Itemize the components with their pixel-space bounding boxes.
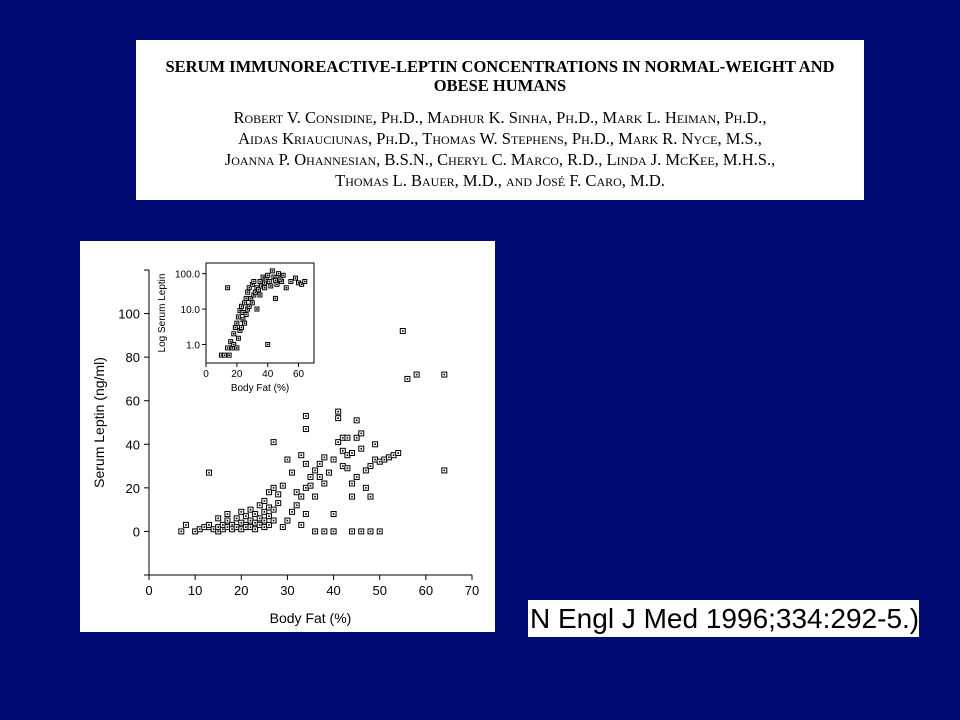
data-point-center [393, 454, 395, 456]
data-point-center [242, 312, 244, 314]
data-point-center [204, 526, 206, 528]
data-point-center [337, 417, 339, 419]
data-point-center [261, 285, 263, 287]
data-point-center [221, 354, 223, 356]
data-point-center [328, 472, 330, 474]
data-point-center [240, 528, 242, 530]
inset-x-axis-label: Body Fat (%) [230, 383, 290, 394]
data-point-center [351, 452, 353, 454]
inset-y-tick-label: 10.0 [180, 305, 200, 317]
y-axis-label: Serum Leptin (ng/ml) [91, 357, 107, 488]
data-point-center [227, 513, 229, 515]
data-point-center [444, 470, 446, 472]
data-point-center [213, 528, 215, 530]
data-point-center [356, 476, 358, 478]
data-point-center [273, 276, 275, 278]
data-point-center [181, 531, 183, 533]
data-point-center [276, 284, 278, 286]
data-point-center [253, 281, 255, 283]
y-tick-label: 40 [125, 437, 140, 453]
data-point-center [185, 524, 187, 526]
data-point-center [228, 354, 230, 356]
data-point-center [241, 305, 243, 307]
data-point-center [407, 378, 409, 380]
data-point-center [265, 278, 267, 280]
data-point-center [240, 511, 242, 513]
data-point-center [314, 531, 316, 533]
data-point-center [347, 467, 349, 469]
data-point-center [262, 276, 264, 278]
data-point-center [217, 518, 219, 520]
data-point-center [236, 526, 238, 528]
x-tick-label: 30 [280, 583, 295, 598]
data-point-center [222, 528, 224, 530]
data-point-center [314, 470, 316, 472]
paper-title: SERUM IMMUNOREACTIVE-LEPTIN CONCENTRATIONS IN NORMAL-WEIGHT AND OBESE HUMANS [165, 57, 835, 95]
data-point-center [384, 459, 386, 461]
data-point-center [365, 470, 367, 472]
data-point-center [264, 500, 266, 502]
data-point-center [351, 483, 353, 485]
data-point-center [324, 483, 326, 485]
data-point-center [250, 298, 252, 300]
data-point-center [347, 454, 349, 456]
data-point-center [231, 524, 233, 526]
data-point-center [370, 531, 372, 533]
data-point-center [282, 485, 284, 487]
data-point-center [250, 526, 252, 528]
x-tick-label: 70 [464, 583, 480, 598]
data-point-center [319, 476, 321, 478]
data-point-center [208, 472, 210, 474]
data-point-center [264, 511, 266, 513]
data-point-center [347, 437, 349, 439]
data-point-center [255, 291, 257, 293]
data-point-center [290, 281, 292, 283]
data-point-center [295, 277, 297, 279]
inset-y-tick-label: 100.0 [174, 269, 200, 281]
data-point-center [231, 347, 233, 349]
data-point-center [268, 515, 270, 517]
data-point-center [217, 526, 219, 528]
data-point-center [296, 491, 298, 493]
data-point-center [324, 531, 326, 533]
x-tick-label: 10 [187, 583, 203, 598]
data-point-center [300, 496, 302, 498]
data-point-center [273, 509, 275, 511]
data-point-center [227, 520, 229, 522]
data-point-center [370, 465, 372, 467]
data-point-center [379, 461, 381, 463]
data-point-center [305, 428, 307, 430]
data-point-center [268, 281, 270, 283]
data-point-center [245, 515, 247, 517]
data-point-center [282, 526, 284, 528]
data-point-center [273, 487, 275, 489]
data-point-center [342, 437, 344, 439]
data-point-center [360, 433, 362, 435]
data-point-center [402, 330, 404, 332]
data-point-center [233, 344, 235, 346]
data-point-center [264, 282, 266, 284]
data-point-center [305, 463, 307, 465]
data-point-center [277, 502, 279, 504]
data-point-center [248, 305, 250, 307]
data-point-center [194, 531, 196, 533]
data-point-center [277, 494, 279, 496]
data-point-center [291, 511, 293, 513]
paper-authors [136, 107, 864, 191]
data-point-center [254, 513, 256, 515]
data-point-center [370, 496, 372, 498]
data-point-center [304, 281, 306, 283]
data-point-center [231, 528, 233, 530]
data-point-center [305, 415, 307, 417]
data-point-center [259, 504, 261, 506]
data-point-center [305, 487, 307, 489]
data-point-center [259, 294, 261, 296]
data-point-center [337, 411, 339, 413]
x-tick-label: 60 [418, 583, 434, 598]
data-point-center [388, 457, 390, 459]
data-point-center [287, 459, 289, 461]
data-point-center [241, 327, 243, 329]
y-tick-label: 0 [132, 524, 140, 540]
data-point-center [282, 274, 284, 276]
data-point-center [342, 465, 344, 467]
y-tick-label: 80 [125, 350, 140, 366]
data-point-center [235, 327, 237, 329]
data-point-center [247, 291, 249, 293]
author-line: Robert V. Considine, Ph.D., Madhur K. Sinha, Ph.D., Mark L. Heiman, Ph.D., [233, 108, 767, 127]
data-point-center [258, 289, 260, 291]
data-point-center [254, 522, 256, 524]
data-point-center [240, 522, 242, 524]
data-point-center [239, 310, 241, 312]
data-point-center [444, 374, 446, 376]
data-point-center [356, 437, 358, 439]
data-point-center [310, 485, 312, 487]
data-point-center [275, 298, 277, 300]
data-point-center [268, 507, 270, 509]
data-point-center [256, 308, 258, 310]
inset-x-tick-label: 20 [231, 369, 243, 380]
data-point-center [296, 504, 298, 506]
data-point-center [365, 487, 367, 489]
data-point-center [264, 287, 266, 289]
inset-y-tick-label: 1.0 [186, 340, 200, 352]
data-point-center [278, 273, 280, 275]
y-tick-label: 100 [118, 306, 140, 322]
data-point-center [233, 333, 235, 335]
data-point-center [301, 284, 303, 286]
author-line: Thomas L. Bauer, M.D., and José F. Caro, M.D. [335, 171, 665, 190]
data-point-center [287, 520, 289, 522]
x-tick-label: 20 [234, 583, 249, 598]
data-point-center [275, 279, 277, 281]
data-point-center [285, 287, 287, 289]
data-point-center [298, 282, 300, 284]
data-point-center [333, 459, 335, 461]
data-point-center [291, 472, 293, 474]
data-point-center [208, 524, 210, 526]
data-point-center [379, 531, 381, 533]
data-point-center [227, 287, 229, 289]
data-point-center [333, 513, 335, 515]
data-point-center [264, 526, 266, 528]
x-tick-label: 50 [372, 583, 387, 598]
scatter-chart [80, 241, 495, 632]
data-point-center [251, 302, 253, 304]
data-point-center [264, 520, 266, 522]
x-tick-label: 0 [145, 583, 153, 598]
data-point-center [236, 322, 238, 324]
data-point-center [267, 274, 269, 276]
data-point-center [236, 518, 238, 520]
data-point-center [222, 524, 224, 526]
data-point-center [416, 374, 418, 376]
data-point-center [300, 524, 302, 526]
data-point-center [360, 448, 362, 450]
data-point-center [250, 520, 252, 522]
data-point-center [245, 298, 247, 300]
data-point-center [305, 513, 307, 515]
data-point-center [259, 524, 261, 526]
data-point-center [397, 452, 399, 454]
data-point-center [374, 443, 376, 445]
author-line: Aidas Kriauciunas, Ph.D., Thomas W. Stephens, Ph.D., Mark R. Nyce, M.S., [238, 129, 762, 148]
data-point-center [254, 528, 256, 530]
x-tick-label: 40 [326, 583, 341, 598]
data-point-center [337, 441, 339, 443]
data-point-center [360, 531, 362, 533]
data-point-center [238, 316, 240, 318]
inset-x-tick-label: 40 [262, 369, 274, 380]
data-point-center [324, 457, 326, 459]
data-point-center [217, 531, 219, 533]
data-point-center [270, 285, 272, 287]
y-tick-label: 60 [125, 393, 140, 409]
data-point-center [259, 518, 261, 520]
data-point-center [272, 270, 274, 272]
data-point-center [342, 450, 344, 452]
data-point-center [374, 459, 376, 461]
data-point-center [230, 341, 232, 343]
inset-x-tick-label: 60 [293, 369, 305, 380]
chart-panel [80, 241, 495, 632]
data-point-center [351, 496, 353, 498]
author-line: Joanna P. Ohannesian, B.S.N., Cheryl C. Marco, R.D., Linda J. McKee, M.H.S., [224, 150, 776, 169]
y-tick-label: 20 [125, 480, 140, 496]
data-point-center [267, 344, 269, 346]
data-point-center [268, 524, 270, 526]
inset-x-tick-label: 0 [203, 369, 209, 380]
data-point-center [310, 476, 312, 478]
citation: N Engl J Med 1996;334:292-5.) [528, 600, 919, 637]
data-point-center [236, 347, 238, 349]
data-point-center [268, 491, 270, 493]
data-point-center [356, 420, 358, 422]
data-point-center [351, 531, 353, 533]
data-point-center [227, 526, 229, 528]
data-point-center [300, 454, 302, 456]
data-point-center [333, 531, 335, 533]
data-point-center [199, 528, 201, 530]
data-point-center [245, 314, 247, 316]
data-point-center [273, 520, 275, 522]
data-point-center [227, 347, 229, 349]
data-point-center [238, 337, 240, 339]
data-point-center [250, 509, 252, 511]
data-point-center [273, 441, 275, 443]
data-point-center [314, 496, 316, 498]
data-point-center [224, 354, 226, 356]
data-point-center [242, 319, 244, 321]
data-point-center [259, 281, 261, 283]
data-point-center [279, 278, 281, 280]
x-axis-label: Body Fat (%) [269, 610, 352, 626]
data-point-center [244, 302, 246, 304]
data-point-center [245, 526, 247, 528]
inset-y-axis-label: Log Serum Leptin [157, 273, 168, 353]
data-point-center [319, 463, 321, 465]
paper-header [136, 40, 864, 200]
data-point-center [248, 287, 250, 289]
data-point-center [244, 322, 246, 324]
